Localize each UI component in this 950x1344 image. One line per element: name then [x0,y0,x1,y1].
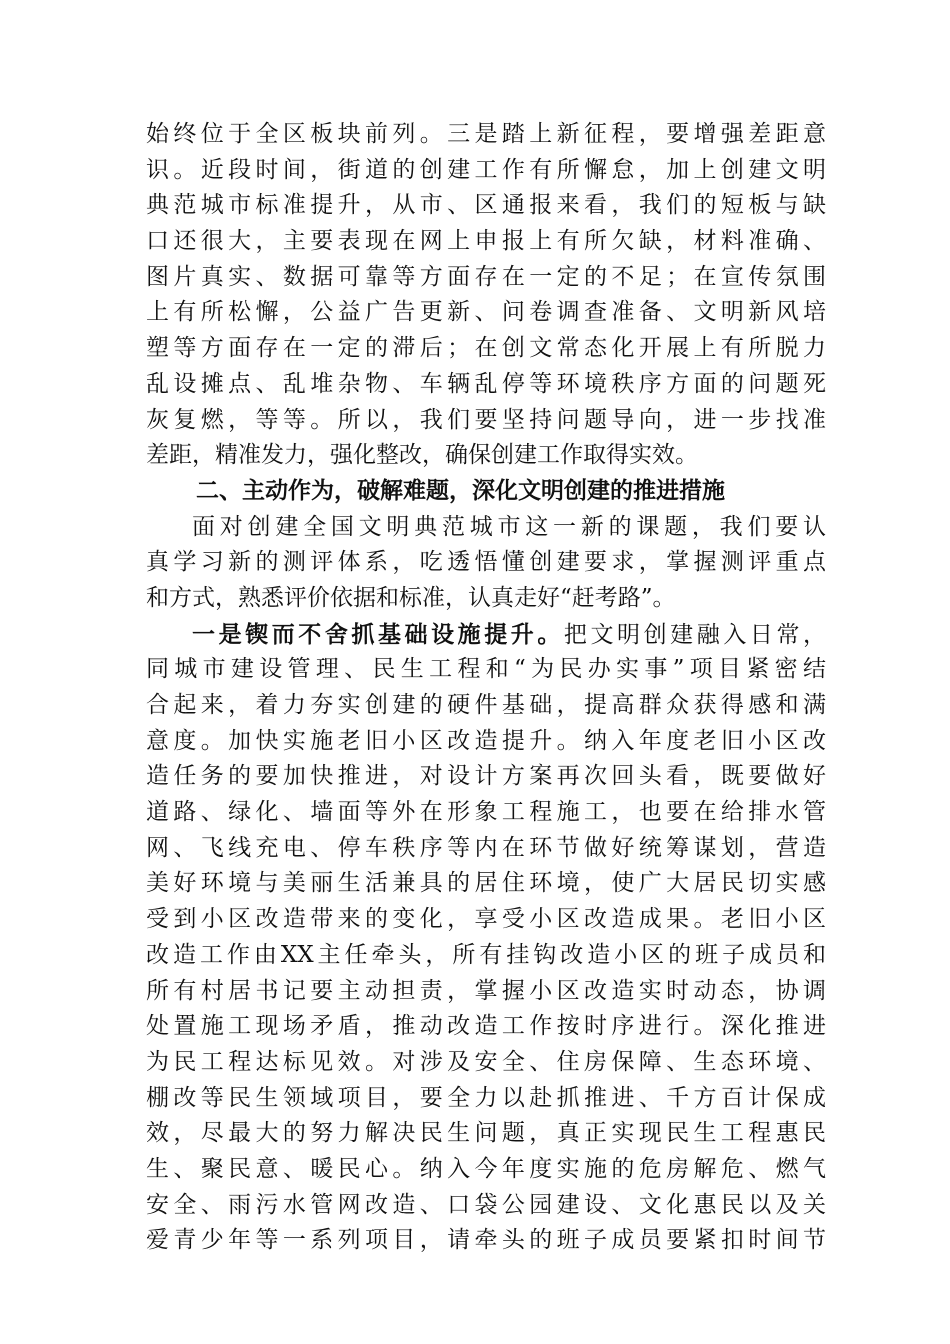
body-line: 典范城市标准提升，从市、区通报来看，我们的短板与缺 [146,192,826,219]
body-line: 口还很大，主要表现在网上申报上有所欠缺，材料准确、 [146,228,826,255]
body-line: 美好环境与美丽生活兼具的居住环境，使广大居民切实感 [146,870,826,897]
body-line: 效，尽最大的努力解决民生问题，真正实现民生工程惠民 [146,1120,826,1147]
body-line: 道路、绿化、墙面等外在形象工程施工，也要在给排水管 [146,799,826,826]
body-line-with-emphasis [146,617,826,653]
section-heading: 二、主动作为，破解难题，深化文明创建的推进措施 [196,477,725,504]
body-line: 差距，精准发力，强化整改，确保创建工作取得实效。 [146,442,698,469]
body-line: 改造工作由XX主任牵头，所有挂钩改造小区的班子成员和 [146,941,826,968]
body-line: 识。近段时间，街道的创建工作有所懈怠，加上创建文明 [146,156,826,183]
body-line: 所有村居书记要主动担责，掌握小区改造实时动态，协调 [146,977,826,1004]
body-line: 意度。加快实施老旧小区改造提升。纳入年度老旧小区改 [146,727,826,754]
body-line: 为民工程达标见效。对涉及安全、住房保障、生态环境、 [146,1048,826,1075]
body-line: 和方式，熟悉评价依据和标准，认真走好“赶考路”。 [146,584,676,611]
body-line: 处置施工现场矛盾，推动改造工作按时序进行。深化推进 [146,1013,826,1040]
emphasis-lead: 一是锲而不舍抓基础设施提升。 [192,620,564,648]
body-line: 受到小区改造带来的变化，享受小区改造成果。老旧小区 [146,906,826,933]
body-line: 上有所松懈，公益广告更新、问卷调查准备、文明新风培 [146,299,826,326]
body-line: 同城市建设管理、民生工程和“为民办实事”项目紧密结 [146,656,826,683]
body-line: 安全、雨污水管网改造、口袋公园建设、文化惠民以及关 [146,1191,826,1218]
document-body [146,117,826,1259]
body-line: 合起来，着力夯实创建的硬件基础，提高群众获得感和满 [146,692,826,718]
body-line: 图片真实、数据可靠等方面存在一定的不足；在宣传氛围 [146,263,826,290]
body-line: 始终位于全区板块前列。三是踏上新征程，要增强差距意 [146,121,826,147]
body-line: 网、飞线充电、停车秩序等内在环节做好统筹谋划，营造 [146,834,826,861]
body-line: 造任务的要加快推进，对设计方案再次回头看，既要做好 [146,763,826,790]
body-line: 真学习新的测评体系，吃透悟懂创建要求，掌握测评重点 [146,549,826,576]
body-line: 棚改等民生领域项目，要全力以赴抓推进、千方百计保成 [146,1084,826,1111]
body-line: 爱青少年等一系列项目，请牵头的班子成员要紧扣时间节 [146,1227,826,1254]
body-line: 灰复燃，等等。所以，我们要坚持问题导向，进一步找准 [146,406,826,433]
body-line: 面对创建全国文明典范城市这一新的课题，我们要认 [192,513,826,540]
body-line: 塑等方面存在一定的滞后；在创文常态化开展上有所脱力 [146,335,826,362]
body-text: 把文明创建融入日常， [563,621,826,648]
body-line: 乱设摊点、乱堆杂物、车辆乱停等环境秩序方面的问题死 [146,370,826,397]
body-line: 生、聚民意、暖民心。纳入今年度实施的危房解危、燃气 [146,1155,826,1182]
